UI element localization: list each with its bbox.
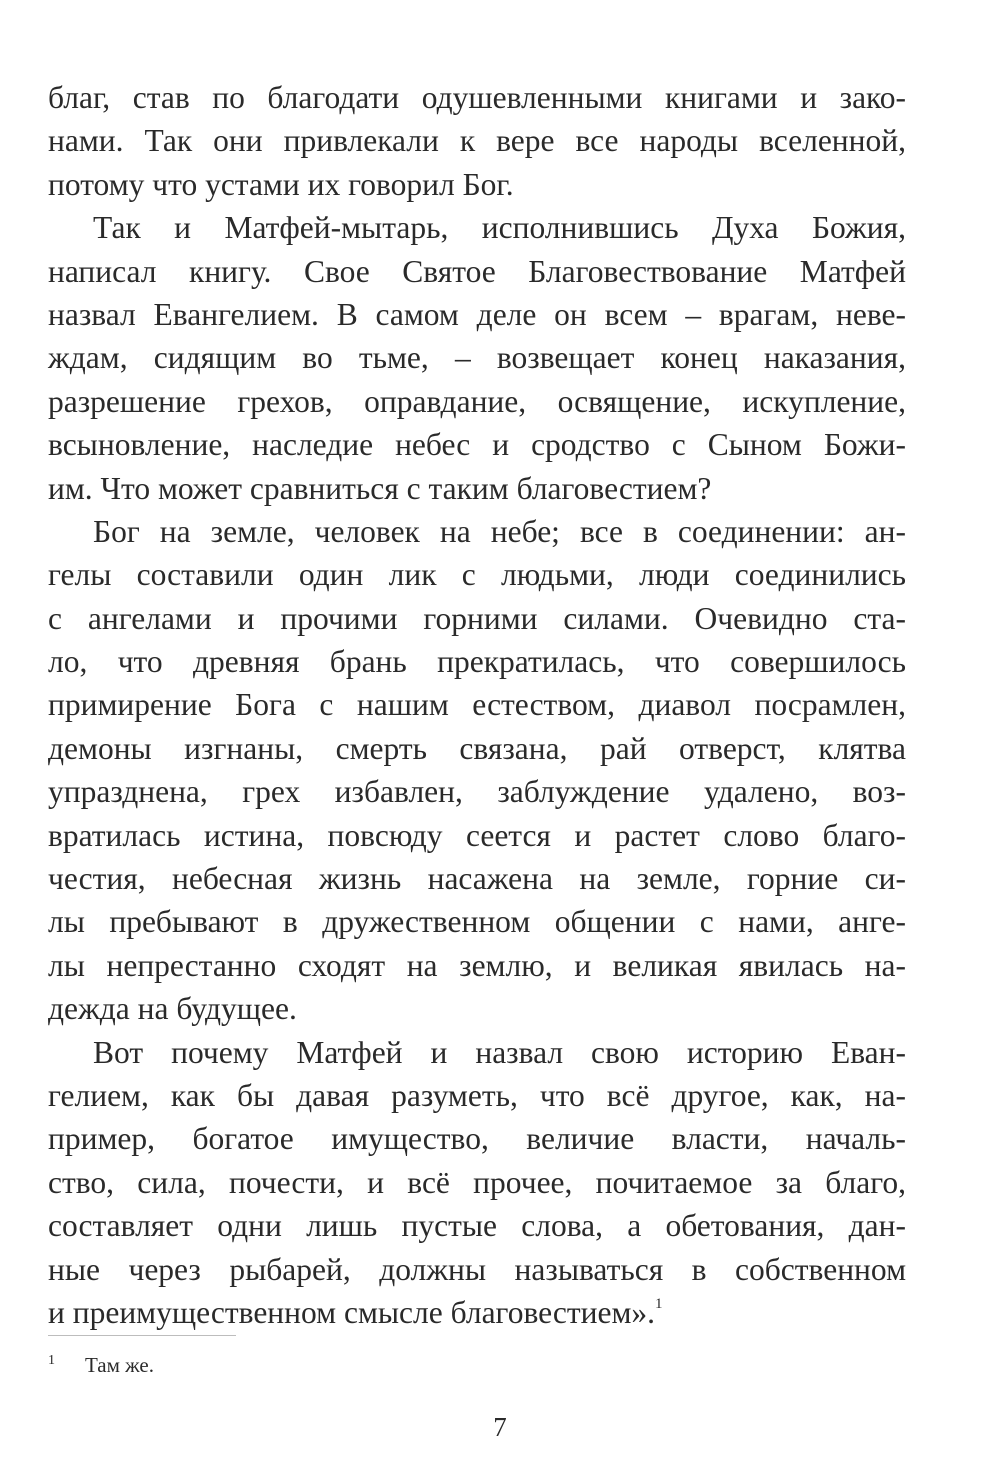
text-line: гелы составили один лик с людьми, люди соединились	[48, 557, 906, 593]
text-line: потому что устами их говорил Бог.	[48, 166, 514, 202]
text-line: нами. Так они привлекали к вере все народы вселенной,	[48, 123, 906, 159]
text-line: благ, став по благодати одушевленными книгами и зако-	[48, 80, 906, 115]
text-line: всыновление, наследие небес и сродство с Сыном Божи-	[48, 427, 906, 463]
text-line: демоны изгнаны, смерть связана, рай отверст, клятва	[48, 730, 906, 766]
last-text-line	[48, 1291, 906, 1334]
text-line: назвал Евангелием. В самом деле он всем – врагам, неве-	[48, 296, 906, 332]
text-line: лы непрестанно сходят на землю, и великая явилась на-	[48, 947, 906, 983]
footnote	[48, 1346, 154, 1380]
paragraph-start-line: Бог на земле, человек на небе; все в соединении: ан-	[93, 513, 906, 549]
page-number: 7	[493, 1412, 507, 1442]
footnote-number: 1	[48, 1353, 55, 1368]
text-line: ные через рыбарей, должны называться в собственном	[48, 1251, 906, 1287]
text-line: ло, что древняя брань прекратилась, что совершилось	[48, 644, 906, 680]
body-text	[48, 76, 906, 1334]
text-line: ство, сила, почести, и всё прочее, почитаемое за благо,	[48, 1164, 906, 1200]
text-line: им. Что может сравниться с таким благовестием?	[48, 470, 712, 506]
text-line: лы пребывают в дружественном общении с нами, анге-	[48, 904, 906, 940]
text-line: гелием, как бы давая разуметь, что всё другое, как, на-	[48, 1077, 906, 1113]
text-line: примирение Бога с нашим естеством, диавол посрамлен,	[48, 687, 906, 723]
text-line: с ангелами и прочими горними силами. Очевидно ста-	[48, 600, 906, 636]
text-line: вратилась истина, повсюду сеется и растет слово благо-	[48, 817, 906, 853]
text-line: написал книгу. Свое Святое Благовествование Матфей	[48, 253, 906, 289]
text-line-content: и преимущественном смысле благовестием».	[48, 1294, 656, 1330]
text-line: разрешение грехов, оправдание, освящение, искупление,	[48, 383, 906, 419]
text-line: честия, небесная жизнь насажена на земле, горние си-	[48, 861, 906, 897]
text-line: упразднена, грех избавлен, заблуждение удалено, воз-	[48, 774, 906, 810]
paragraph-start-line: Так и Матфей-мытарь, исполнившись Духа Божия,	[93, 210, 906, 246]
text-line: составляет одни лишь пустые слова, а обетования, дан-	[48, 1208, 906, 1244]
text-line: ждам, сидящим во тьме, – возвещает конец наказания,	[48, 340, 906, 376]
text-line: дежда на будущее.	[48, 991, 297, 1027]
footnote-text: Там же.	[85, 1353, 154, 1377]
footnote-reference[interactable]: 1	[655, 1295, 663, 1312]
paragraph-start-line: Вот почему Матфей и назвал свою историю Еван-	[93, 1034, 906, 1070]
footnote-divider	[48, 1335, 236, 1336]
text-line: пример, богатое имущество, величие власти, началь-	[48, 1121, 906, 1157]
